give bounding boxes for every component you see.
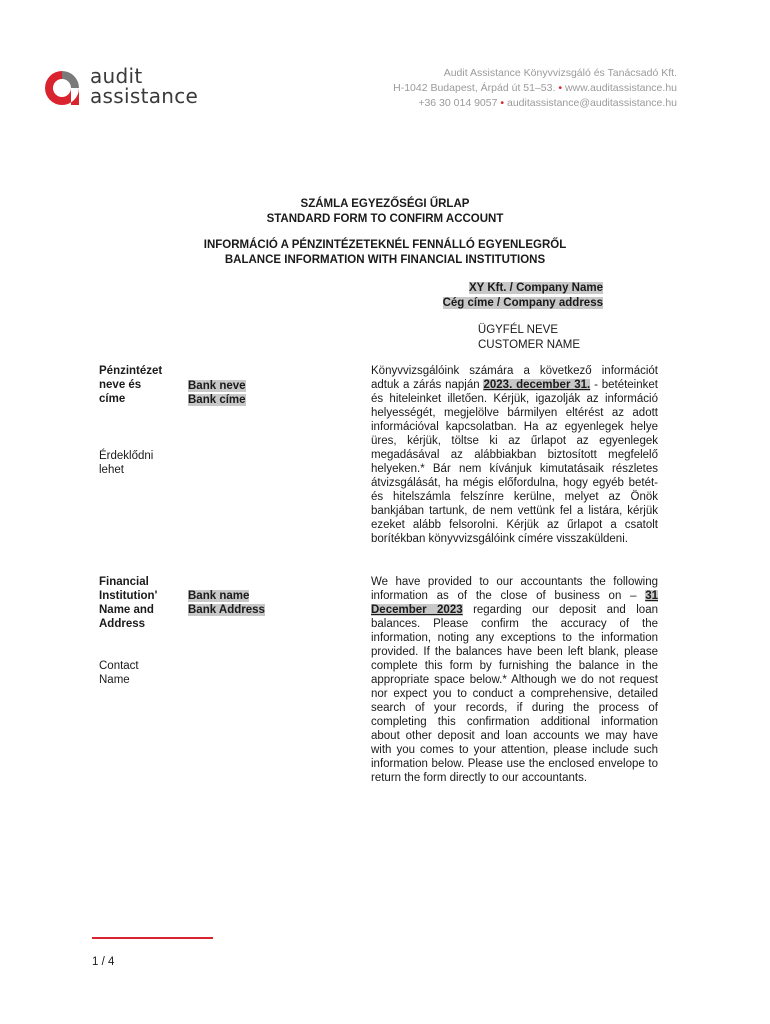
en-paragraph-start: We have provided to our accountants the following information as of the close of business on – — [371, 576, 658, 602]
hu-label-line: neve és — [99, 379, 142, 391]
form-title — [0, 197, 770, 227]
company-contact-line — [393, 96, 677, 111]
hu-bank-address: Bank címe — [188, 394, 246, 406]
client-company-name: XY Kft. / Company Name — [469, 282, 603, 294]
hu-bank-fields — [188, 379, 246, 407]
balance-title-en: BALANCE INFORMATION WITH FINANCIAL INSTITUTIONS — [224, 254, 546, 266]
en-bank-fields — [188, 589, 265, 617]
company-details — [393, 66, 677, 111]
en-paragraph — [371, 575, 658, 785]
en-label-line: Name and — [99, 604, 154, 616]
hu-paragraph-rest: - betéteinket és hiteleinket illetően. Kérjük, igazolják az információ helyességét, megjelölve bármilyen eltérést az adott információval kapcsolatban. Ha az egyenlegek helye üres, kérjük, töltse ki az űrlapot az egyenlegek megadásával az alábbiakban biztosított megfelelő helyeken.* Bár nem kívánjuk kimutatásaik részletes átvizsgálását, ha mégis előfordulna, hogy egyéb betét- és hitelszámla felszínre kerülne, melyet az Önök bankjában tartunk, de nem vettünk fel a listára, kérjük ezeket alább felsorolni. Kérjük az űrlapot a csatolt borítékban könyvvizsgálóink címére visszaküldeni. — [371, 379, 658, 545]
logo-line-2: assistance — [90, 84, 199, 108]
customer-name-en: CUSTOMER NAME — [477, 339, 580, 351]
company-logo — [42, 66, 222, 110]
en-paragraph-rest: regarding our deposit and loan balances. Please confirm the accuracy of the information, noting any exceptions to the information provided. If the balances have been left blank, please complete this form by furnishing the balance in the appropriate space below.* Although we do not request nor expect you to conduct a comprehensive, detailed search of your records, if during the process of completing this confirmation additional information about other deposit and loan accounts we may have with you comes to your attention, please include such information below. Please use the enclosed envelope to return the form directly to our accountants. — [371, 604, 658, 784]
en-bank-name: Bank name — [188, 590, 250, 602]
form-title-en: STANDARD FORM TO CONFIRM ACCOUNT — [266, 213, 504, 225]
en-closing-date: 31 December 2023 — [371, 590, 658, 616]
company-address: H-1042 Budapest, Árpád út 51–53. — [393, 82, 556, 94]
company-name: Audit Assistance Könyvvizsgáló és Tanácsadó Kft. — [443, 67, 677, 79]
client-company-block — [0, 281, 603, 311]
form-title-hu: SZÁMLA EGYEZŐSÉGI ŰRLAP — [300, 198, 470, 210]
company-address-line — [393, 81, 677, 96]
footer-divider — [92, 937, 213, 939]
client-company-address: Cég címe / Company address — [442, 297, 603, 309]
hu-contact-label — [99, 449, 153, 477]
company-email[interactable]: auditassistance@auditassistance.hu — [506, 97, 677, 109]
hu-paragraph-start: Könyvvizsgálóink számára a következő információt adtuk a zárás napján — [371, 365, 658, 391]
hu-institution-label — [99, 364, 162, 406]
en-contact-label — [99, 659, 139, 687]
hu-label-line: Pénzintézet — [99, 365, 163, 377]
en-label-line: Financial — [99, 576, 149, 588]
bullet-icon: • — [558, 82, 563, 94]
page-number: 1 / 4 — [92, 956, 115, 968]
en-contact-line: Contact — [99, 660, 139, 672]
audit-assistance-logo-icon — [42, 68, 82, 108]
company-phone[interactable]: +36 30 014 9057 — [418, 97, 498, 109]
customer-name-hu: ÜGYFÉL NEVE — [477, 324, 558, 336]
hu-contact-line: Érdeklődni — [99, 450, 154, 462]
customer-name-block — [0, 323, 580, 353]
en-institution-label — [99, 575, 157, 631]
en-bank-address: Bank Address — [188, 604, 265, 616]
en-contact-line: Name — [99, 674, 130, 686]
logo-line-1: audit — [90, 64, 143, 88]
en-label-line: Address — [99, 618, 146, 630]
hu-closing-date: 2023. december 31. — [483, 379, 591, 391]
hu-paragraph — [371, 364, 658, 546]
logo-wordmark — [90, 66, 198, 106]
balance-title — [0, 238, 770, 268]
balance-title-hu: INFORMÁCIÓ A PÉNZINTÉZETEKNÉL FENNÁLLÓ EGYENLEGRŐL — [203, 239, 567, 251]
hu-bank-name: Bank neve — [188, 380, 246, 392]
bullet-icon: • — [500, 97, 505, 109]
hu-contact-line: lehet — [99, 464, 124, 476]
hu-label-line: címe — [99, 393, 126, 405]
company-web[interactable]: www.auditassistance.hu — [564, 82, 677, 94]
en-label-line: Institution' — [99, 590, 158, 602]
